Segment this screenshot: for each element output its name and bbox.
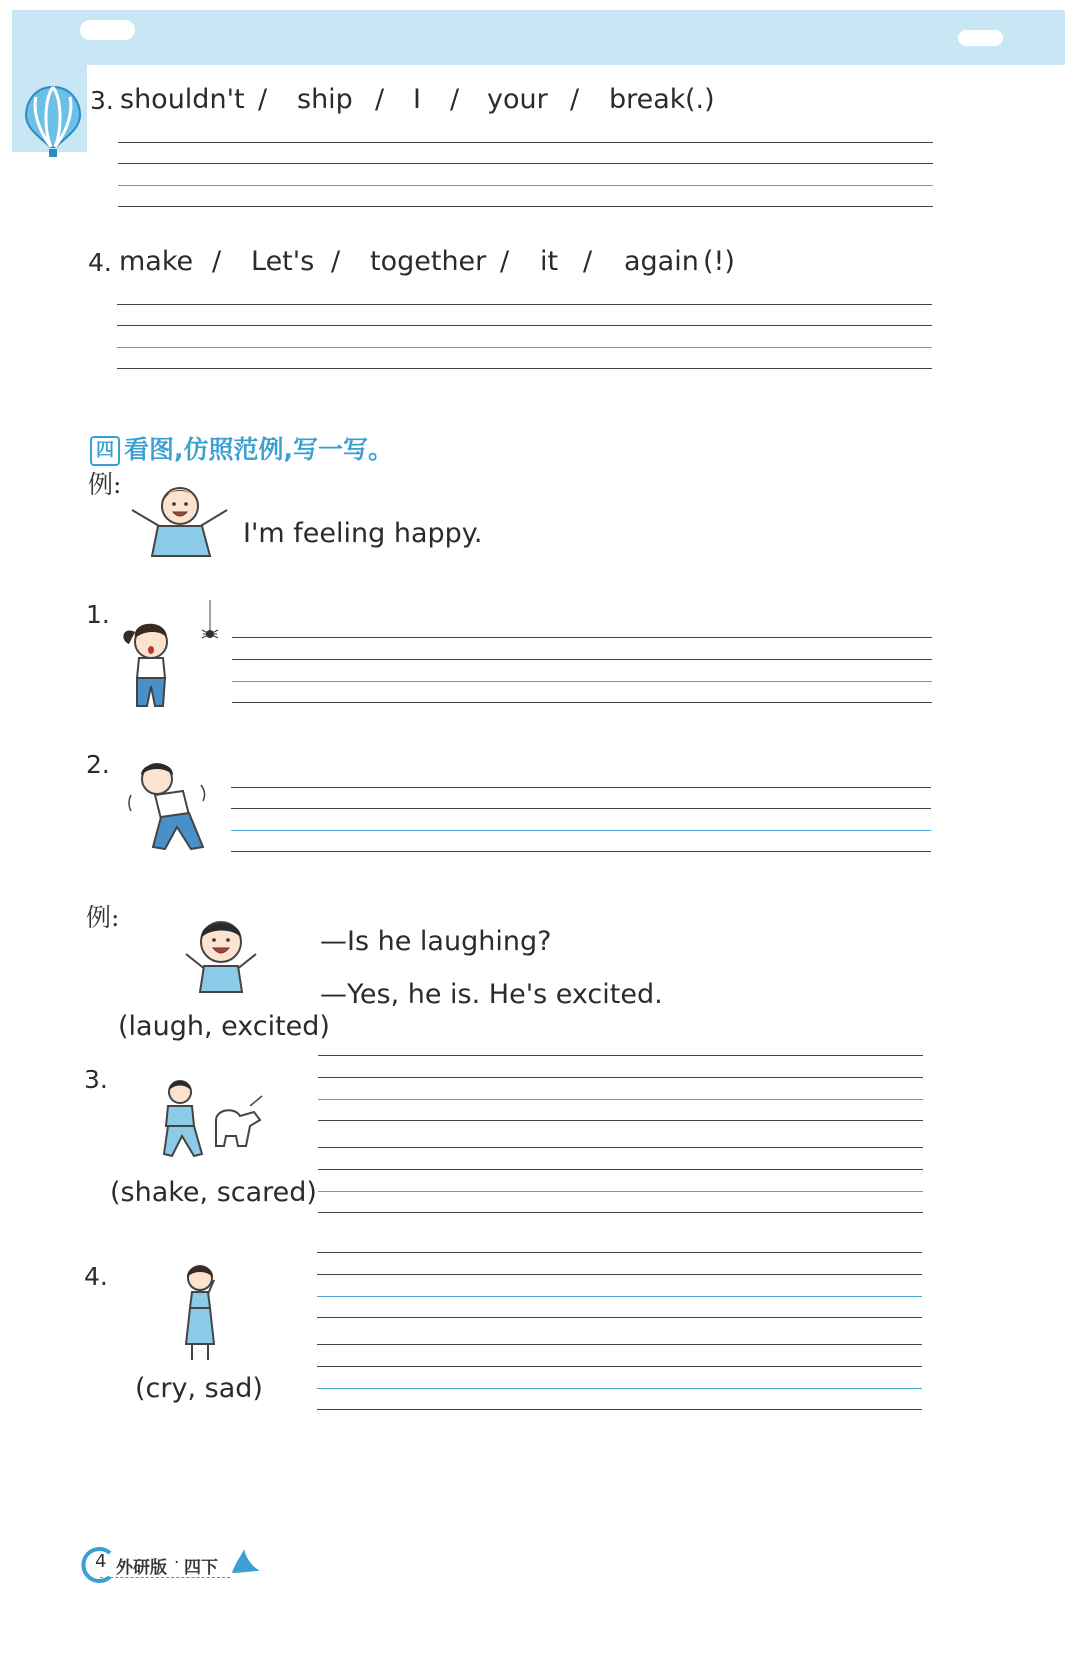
page-footer	[80, 1545, 280, 1585]
boy-and-dog-illustration	[150, 1076, 265, 1161]
writing-line[interactable]	[318, 1120, 923, 1121]
footer-underline	[100, 1577, 230, 1578]
writing-line[interactable]	[118, 185, 933, 186]
example-question: —Is he laughing?	[320, 926, 552, 957]
slash: /	[450, 84, 460, 115]
section-instructions: 看图,仿照范例,写一写。	[124, 435, 393, 464]
word-chunk: together	[370, 246, 487, 277]
item-number: 4.	[84, 1262, 108, 1291]
item-hint: (cry, sad)	[135, 1373, 263, 1404]
writing-line[interactable]	[318, 1191, 923, 1192]
writing-line[interactable]	[318, 1077, 923, 1078]
writing-line[interactable]	[232, 659, 932, 660]
item-number: 3.	[84, 1065, 108, 1094]
scared-girl-illustration	[115, 610, 180, 710]
writing-line[interactable]	[232, 681, 932, 682]
example-sentence: I'm feeling happy.	[243, 518, 483, 549]
slash: /	[212, 246, 222, 277]
writing-line[interactable]	[117, 304, 932, 305]
happy-girl-illustration	[122, 478, 237, 563]
word-chunk: your	[487, 84, 548, 115]
writing-line[interactable]	[318, 1055, 923, 1056]
slash: /	[375, 84, 385, 115]
punctuation: (.)	[685, 84, 715, 115]
writing-line[interactable]	[118, 142, 933, 143]
example-label: 例:	[88, 470, 122, 499]
spider-icon	[200, 600, 220, 645]
word-chunk: I	[413, 84, 421, 115]
writing-line[interactable]	[231, 808, 931, 809]
example-label: 例:	[86, 903, 120, 932]
question-number: 4.	[88, 248, 112, 277]
word-chunk: break	[609, 84, 686, 115]
writing-line[interactable]	[318, 1147, 923, 1148]
punctuation: (!)	[703, 246, 735, 277]
bird-icon	[228, 1547, 262, 1577]
word-chunk: Let's	[251, 246, 315, 277]
balloon-icon	[24, 85, 82, 160]
writing-line[interactable]	[317, 1366, 922, 1367]
laughing-boy-illustration	[178, 910, 263, 995]
writing-line[interactable]	[317, 1296, 922, 1297]
grade-name: 四下	[184, 1558, 218, 1578]
section-title	[90, 430, 393, 466]
writing-line[interactable]	[317, 1388, 922, 1389]
shaking-boy-illustration	[125, 755, 215, 855]
writing-line[interactable]	[118, 206, 933, 207]
cloud-icon	[80, 20, 135, 40]
header-band	[12, 10, 1065, 65]
writing-line[interactable]	[117, 368, 932, 369]
slash: /	[570, 84, 580, 115]
slash: /	[258, 84, 268, 115]
writing-line[interactable]	[317, 1274, 922, 1275]
crying-girl-illustration	[178, 1262, 223, 1367]
slash: /	[500, 246, 510, 277]
writing-line[interactable]	[318, 1099, 923, 1100]
footer-dot: ·	[174, 1553, 180, 1573]
writing-line[interactable]	[318, 1212, 923, 1213]
slash: /	[583, 246, 593, 277]
writing-line[interactable]	[317, 1409, 922, 1410]
book-name: 外研版	[116, 1558, 167, 1578]
section-number-badge: 四	[90, 436, 120, 466]
writing-line[interactable]	[317, 1344, 922, 1345]
word-chunk: shouldn't	[120, 84, 245, 115]
writing-line[interactable]	[118, 163, 933, 164]
item-number: 1.	[86, 600, 110, 629]
example-answer: —Yes, he is. He's excited.	[320, 979, 663, 1010]
page-number: 4	[95, 1551, 107, 1572]
writing-line[interactable]	[317, 1252, 922, 1253]
writing-line[interactable]	[231, 851, 931, 852]
writing-line[interactable]	[117, 347, 932, 348]
writing-line[interactable]	[231, 787, 931, 788]
word-chunk: again	[624, 246, 699, 277]
writing-line[interactable]	[232, 637, 932, 638]
writing-line[interactable]	[317, 1317, 922, 1318]
cloud-icon	[958, 30, 1003, 46]
word-chunk: it	[540, 246, 559, 277]
writing-line[interactable]	[232, 702, 932, 703]
item-number: 2.	[86, 750, 110, 779]
question-number: 3.	[90, 86, 114, 115]
example-hint: (laugh, excited)	[118, 1011, 330, 1042]
item-hint: (shake, scared)	[110, 1177, 317, 1208]
writing-line[interactable]	[318, 1169, 923, 1170]
writing-line[interactable]	[117, 325, 932, 326]
word-chunk: make	[119, 246, 194, 277]
slash: /	[331, 246, 341, 277]
writing-line[interactable]	[231, 830, 931, 831]
word-chunk: ship	[297, 84, 353, 115]
